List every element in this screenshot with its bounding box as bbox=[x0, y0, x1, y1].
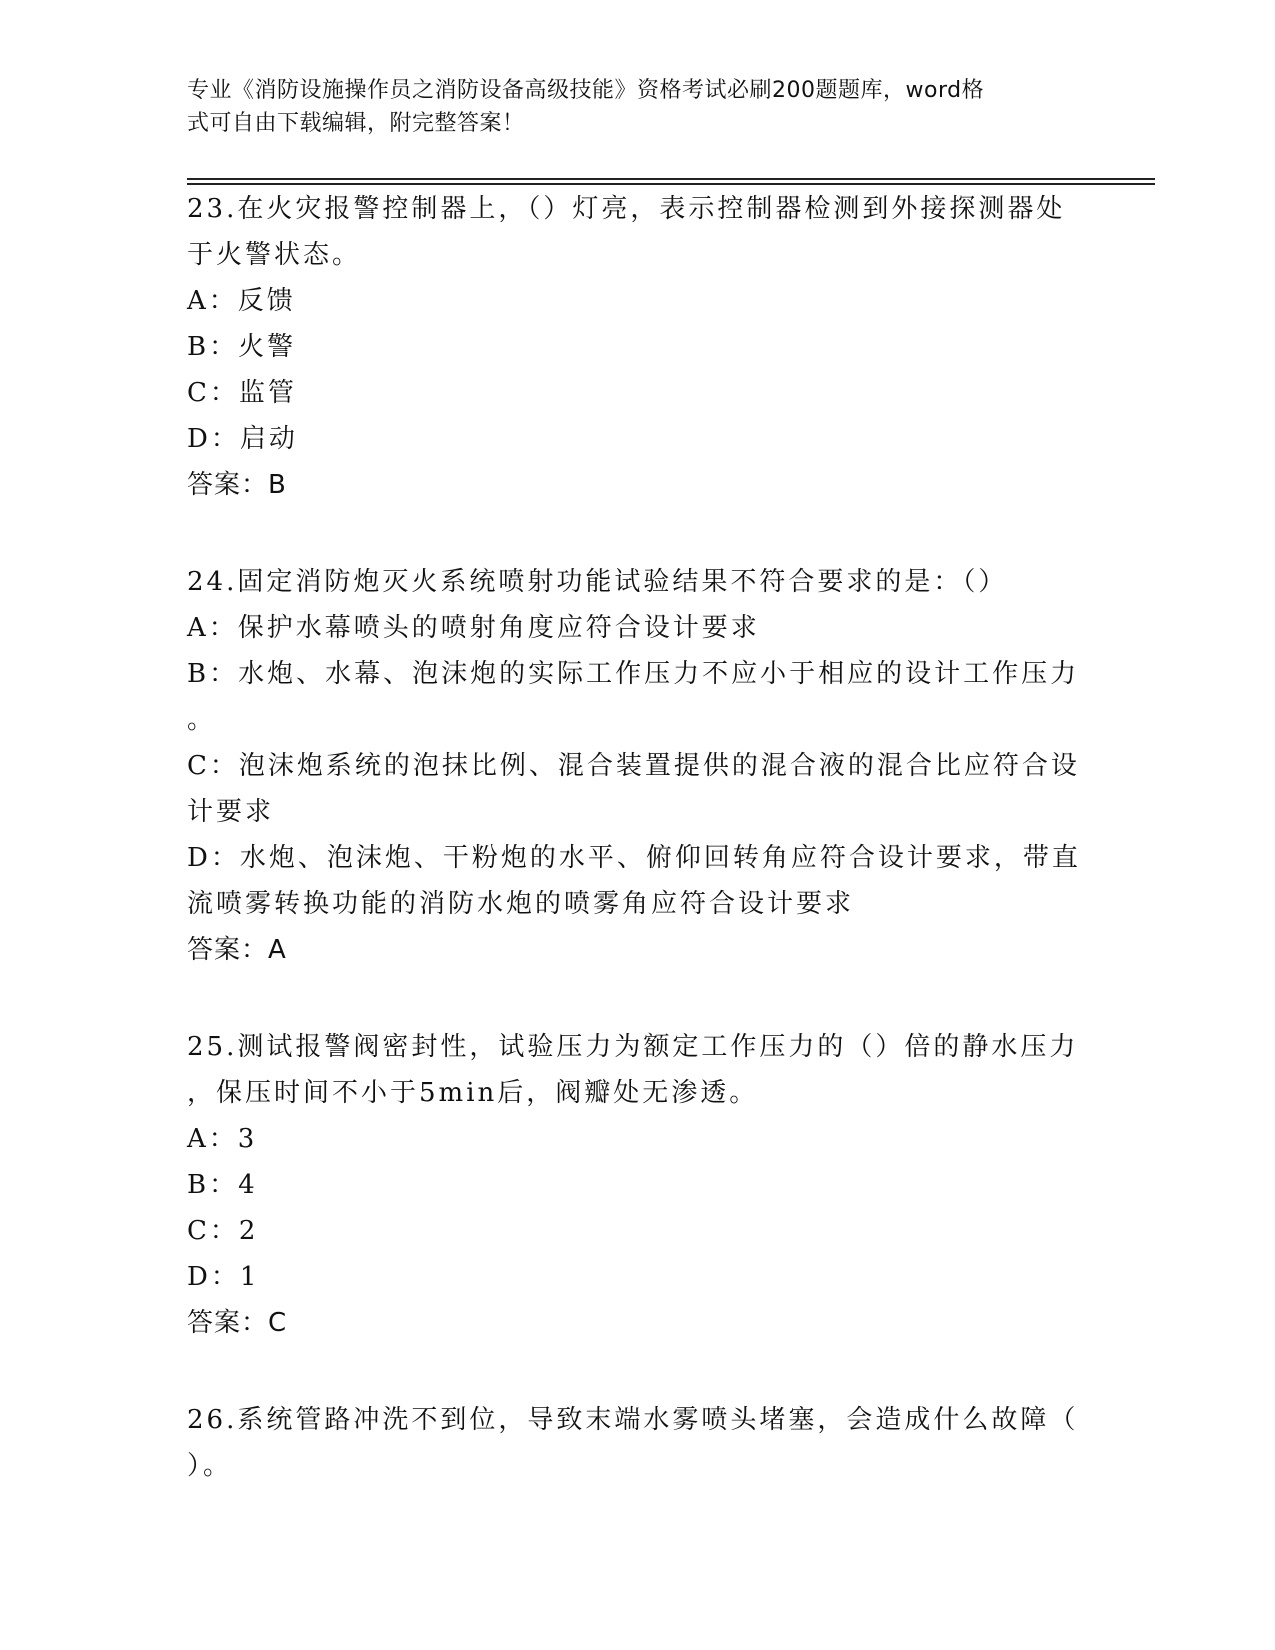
document-header bbox=[187, 74, 1077, 140]
option-a: A：反馈 bbox=[187, 286, 296, 316]
header-divider-top bbox=[187, 178, 1155, 180]
question-stem: 26.系统管路冲洗不到位，导致末端水雾喷头堵塞，会造成什么故障（ ）。 bbox=[187, 1405, 1079, 1481]
option-b: B：4 bbox=[187, 1170, 258, 1200]
question-list bbox=[187, 186, 1087, 1540]
option-d: D：1 bbox=[187, 1262, 260, 1292]
option-a: A：保护水幕喷头的喷射角度应符合设计要求 bbox=[187, 613, 760, 643]
option-b: B：火警 bbox=[187, 332, 297, 362]
option-d: D：启动 bbox=[187, 424, 298, 454]
option-a: A：3 bbox=[187, 1124, 258, 1154]
option-c: C：2 bbox=[187, 1216, 259, 1246]
header-line-1: 专业《消防设施操作员之消防设备高级技能》资格考试必刷200题题库，word格 bbox=[187, 78, 985, 103]
answer-line: 答案：C bbox=[187, 1308, 288, 1338]
answer-line: 答案：B bbox=[187, 470, 287, 500]
option-c: C：监管 bbox=[187, 378, 297, 408]
answer-line: 答案：A bbox=[187, 935, 287, 965]
option-b: B：水炮、水幕、泡沫炮的实际工作压力不应小于相应的设计工作压力 。 bbox=[187, 659, 1080, 735]
question-25 bbox=[187, 1024, 1087, 1346]
question-26 bbox=[187, 1397, 1087, 1489]
header-divider-bottom bbox=[187, 183, 1155, 185]
header-line-2: 式可自由下载编辑，附完整答案！ bbox=[187, 111, 525, 136]
question-stem: 23.在火灾报警控制器上，（）灯亮，表示控制器检测到外接探测器处 于火警状态。 bbox=[187, 194, 1066, 270]
option-d: D：水炮、泡沫炮、干粉炮的水平、俯仰回转角应符合设计要求，带直 流喷雾转换功能的消防水炮的喷雾角应符合设计要求 bbox=[187, 843, 1081, 919]
question-stem: 25.测试报警阀密封性，试验压力为额定工作压力的（）倍的静水压力 ，保压时间不小于5min后，阀瓣处无渗透。 bbox=[187, 1032, 1079, 1108]
option-c: C：泡沫炮系统的泡抹比例、混合装置提供的混合液的混合比应符合设 计要求 bbox=[187, 751, 1080, 827]
question-24 bbox=[187, 559, 1087, 973]
question-stem: 24.固定消防炮灭火系统喷射功能试验结果不符合要求的是：（） bbox=[187, 567, 1008, 597]
question-23 bbox=[187, 186, 1087, 508]
